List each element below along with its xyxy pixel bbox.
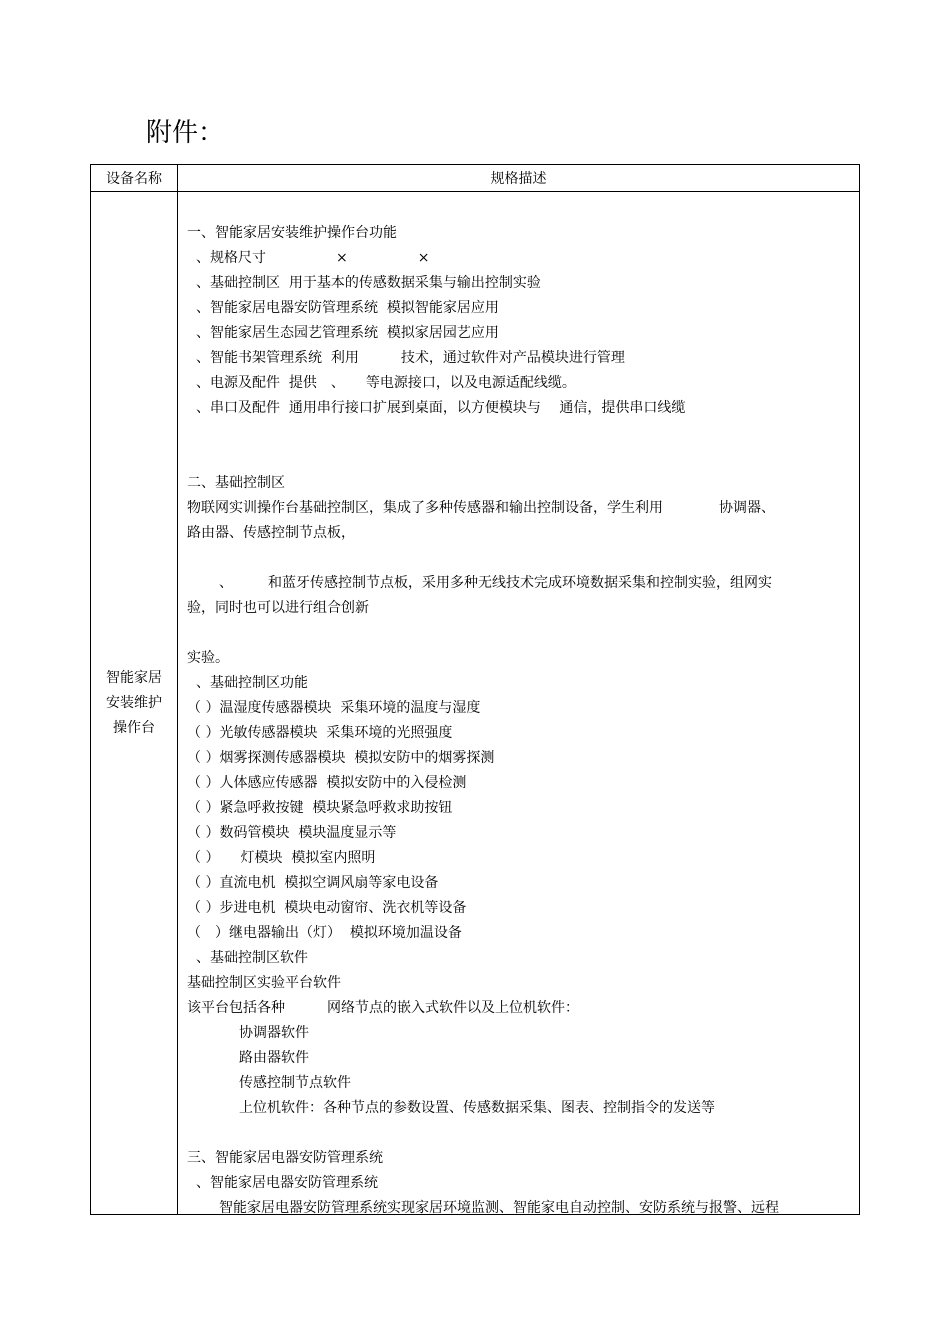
spec-line: 基础控制区实验平台软件 [187, 975, 341, 991]
spec-line: （ ）步进电机 模块电动窗帘、洗衣机等设备 [187, 900, 467, 916]
spec-text-block [178, 192, 859, 1214]
spec-line: 、智能家居电器安防管理系统 模拟智能家居应用 [196, 300, 499, 316]
spec-line: 路由器、传感控制节点板， [187, 525, 355, 541]
spec-line: 传感控制节点软件 [239, 1075, 351, 1091]
spec-line: 二、基础控制区 [187, 475, 285, 491]
spec-line: 验，同时也可以进行组合创新 [187, 600, 369, 616]
spec-description-cell [178, 192, 860, 1215]
header-spec-description: 规格描述 [178, 165, 860, 192]
spec-line: 、基础控制区软件 [196, 950, 308, 966]
spec-line: （ ）继电器输出（灯） 模拟环境加温设备 [187, 925, 462, 941]
device-name-line: 智能家居 [106, 669, 162, 686]
table-row [91, 192, 860, 1215]
spec-line: 一、智能家居安装维护操作台功能 [187, 225, 397, 241]
spec-line: （ ）直流电机 模拟空调风扇等家电设备 [187, 875, 439, 891]
spec-line: 上位机软件：各种节点的参数设置、传感数据采集、图表、控制指令的发送等 [239, 1100, 715, 1116]
device-name-cell [91, 192, 178, 1215]
spec-line: 物联网实训操作台基础控制区，集成了多种传感器和输出控制设备，学生利用 协调器、 [187, 500, 775, 516]
spec-line: （ ）烟雾探测传感器模块 模拟安防中的烟雾探测 [187, 750, 495, 766]
spec-line: 、智能书架管理系统 利用 技术，通过软件对产品模块进行管理 [196, 350, 625, 366]
spec-line: 智能家居电器安防管理系统实现家居环境监测、智能家电自动控制、安防系统与报警、远程 [219, 1200, 779, 1214]
spec-line: （ ）温湿度传感器模块 采集环境的温度与湿度 [187, 700, 481, 716]
header-device-name: 设备名称 [91, 165, 178, 192]
page-heading: 附件： [146, 118, 225, 148]
spec-line: 、 和蓝牙传感控制节点板，采用多种无线技术完成环境数据采集和控制实验，组网实 [219, 575, 772, 591]
spec-line: 协调器软件 [239, 1025, 309, 1041]
spec-line: 、基础控制区功能 [196, 675, 308, 691]
spec-line: 、基础控制区 用于基本的传感数据采集与输出控制实验 [196, 275, 541, 291]
table-header-row [91, 165, 860, 192]
device-name-line: 安装维护 [106, 694, 162, 711]
spec-line: 、智能家居生态园艺管理系统 模拟家居园艺应用 [196, 325, 499, 341]
spec-line: （ ）数码管模块 模块温度显示等 [187, 825, 397, 841]
spec-table [90, 164, 860, 1215]
spec-line: （ ）紧急呼救按键 模块紧急呼救求助按钮 [187, 800, 453, 816]
spec-line: （ ）光敏传感器模块 采集环境的光照强度 [187, 725, 453, 741]
spec-line: 实验。 [187, 650, 229, 666]
spec-line: 、电源及配件 提供 、 等电源接口，以及电源适配线缆。 [196, 375, 576, 391]
spec-line: 三、智能家居电器安防管理系统 [187, 1150, 383, 1166]
spec-line: 、智能家居电器安防管理系统 [196, 1175, 378, 1191]
spec-line: （ ）人体感应传感器 模拟安防中的入侵检测 [187, 775, 467, 791]
device-name-line: 操作台 [113, 719, 155, 736]
spec-line: 、规格尺寸 × × [196, 250, 430, 266]
spec-line: （ ） 灯模块 模拟室内照明 [187, 850, 376, 866]
spec-line: 、串口及配件 通用串行接口扩展到桌面，以方便模块与 通信，提供串口线缆 [196, 400, 686, 416]
spec-line: 该平台包括各种 网络节点的嵌入式软件以及上位机软件： [187, 1000, 579, 1016]
spec-line: 路由器软件 [239, 1050, 309, 1066]
